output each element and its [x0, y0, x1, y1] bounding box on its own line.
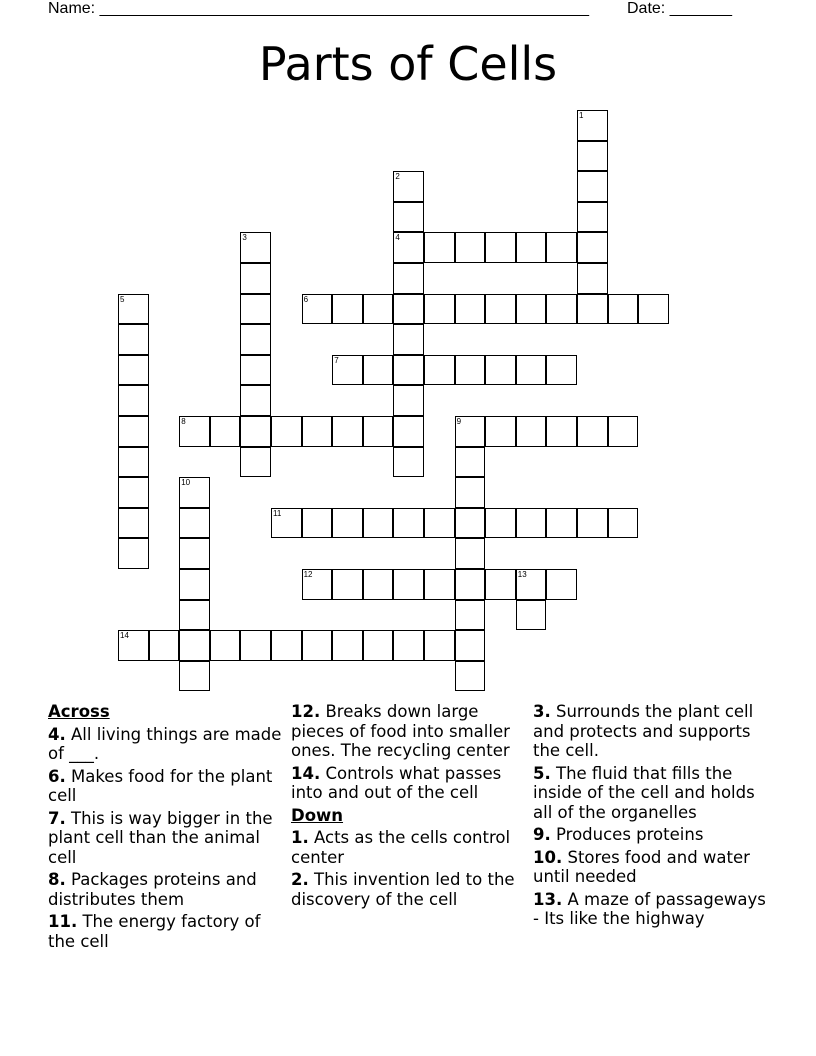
- cell-number: 4: [395, 233, 400, 243]
- grid-cell[interactable]: [302, 508, 333, 539]
- grid-cell[interactable]: [118, 416, 149, 447]
- grid-cell[interactable]: [393, 171, 424, 202]
- grid-cell[interactable]: [393, 202, 424, 233]
- grid-cell[interactable]: [118, 355, 149, 386]
- grid-cell[interactable]: [455, 600, 486, 631]
- grid-cell[interactable]: [393, 355, 424, 386]
- grid-cell[interactable]: [210, 416, 241, 447]
- grid-cell[interactable]: [302, 630, 333, 661]
- grid-cell[interactable]: [240, 355, 271, 386]
- cell-number: 8: [181, 417, 186, 426]
- cell-number: 6: [303, 294, 309, 304]
- down-clue-1: 1. Acts as the cells control center: [291, 828, 511, 867]
- down-clue-10: 10. Stores food and water until needed: [533, 847, 750, 886]
- grid-cell[interactable]: [546, 355, 577, 386]
- grid-cell[interactable]: [118, 538, 149, 569]
- grid-cell[interactable]: [577, 110, 608, 141]
- cell-number: 3: [242, 233, 247, 243]
- grid-cell[interactable]: [608, 294, 639, 325]
- grid-cell[interactable]: [455, 232, 486, 263]
- name-field[interactable]: Name: _______________________________________________________: [48, 0, 589, 17]
- grid-cell[interactable]: [332, 630, 363, 661]
- grid-cell[interactable]: [179, 538, 210, 569]
- cell-number: 11: [273, 508, 282, 518]
- cell-number: 10: [181, 478, 191, 488]
- grid-cell[interactable]: [485, 294, 516, 325]
- grid-cell[interactable]: [455, 294, 486, 325]
- grid-cell[interactable]: [455, 661, 486, 692]
- grid-cell[interactable]: [332, 569, 363, 600]
- grid-cell[interactable]: [608, 508, 639, 539]
- grid-cell[interactable]: [332, 416, 363, 447]
- grid-cell[interactable]: [118, 447, 149, 478]
- grid-cell[interactable]: [516, 508, 547, 539]
- across-clue-14: 14. Controls what passes into and out of the cell: [291, 763, 502, 802]
- cell-number: 2: [395, 172, 400, 182]
- grid-cell[interactable]: [546, 508, 577, 539]
- grid-cell[interactable]: [455, 630, 486, 661]
- across-clue-4: 4. All living things are made of ___.: [48, 724, 282, 763]
- down-clue-5: 5. The fluid that fills the inside of the cell and holds all of the organelles: [533, 763, 755, 822]
- grid-cell[interactable]: [363, 294, 394, 325]
- grid-cell[interactable]: [240, 447, 271, 478]
- grid-cell[interactable]: [485, 232, 516, 263]
- grid-cell[interactable]: [332, 355, 363, 386]
- clues-column-3: [533, 702, 773, 932]
- down-heading: Down: [291, 805, 344, 825]
- grid-cell[interactable]: [638, 294, 669, 325]
- grid-cell[interactable]: [546, 294, 577, 325]
- grid-cell[interactable]: [485, 508, 516, 539]
- grid-cell[interactable]: [332, 508, 363, 539]
- grid-cell[interactable]: [516, 600, 547, 631]
- across-clue-8: 8. Packages proteins and distributes them: [48, 870, 257, 909]
- grid-cell[interactable]: [424, 232, 455, 263]
- grid-cell[interactable]: [240, 416, 271, 447]
- grid-cell[interactable]: [179, 661, 210, 692]
- grid-cell[interactable]: [577, 416, 608, 447]
- cell-number: 13: [517, 570, 527, 579]
- grid-cell[interactable]: [485, 569, 516, 600]
- across-clue-11: 11. The energy factory of the cell: [48, 912, 261, 951]
- grid-cell[interactable]: [393, 569, 424, 600]
- grid-cell[interactable]: [210, 630, 241, 661]
- grid-cell[interactable]: [302, 569, 333, 600]
- cell-number: 12: [303, 570, 313, 579]
- grid-cell[interactable]: [455, 508, 486, 539]
- clues-column-2: [291, 702, 526, 912]
- down-clue-3: 3. Surrounds the plant cell and protects and supports the cell.: [533, 702, 754, 760]
- grid-cell[interactable]: [577, 294, 608, 325]
- grid-cell[interactable]: [455, 355, 486, 386]
- grid-cell[interactable]: [546, 416, 577, 447]
- grid-cell[interactable]: [485, 355, 516, 386]
- grid-cell[interactable]: [149, 630, 180, 661]
- grid-cell[interactable]: [302, 294, 333, 325]
- grid-cell[interactable]: [577, 141, 608, 172]
- grid-cell[interactable]: [363, 355, 394, 386]
- grid-cell[interactable]: [393, 416, 424, 447]
- grid-cell[interactable]: [118, 385, 149, 416]
- grid-cell[interactable]: [546, 569, 577, 600]
- cell-number: 1: [579, 111, 584, 120]
- grid-cell[interactable]: [179, 569, 210, 600]
- grid-cell[interactable]: [118, 324, 149, 355]
- grid-cell[interactable]: [577, 263, 608, 294]
- grid-cell[interactable]: [179, 508, 210, 539]
- grid-cell[interactable]: [485, 416, 516, 447]
- grid-cell[interactable]: [424, 630, 455, 661]
- grid-cell[interactable]: [424, 508, 455, 539]
- grid-cell[interactable]: [516, 232, 547, 263]
- grid-cell[interactable]: [516, 416, 547, 447]
- grid-cell[interactable]: [577, 508, 608, 539]
- cell-number: 5: [120, 294, 125, 304]
- cell-number: 9: [456, 417, 462, 426]
- grid-cell[interactable]: [240, 263, 271, 294]
- cell-number: 14: [120, 631, 129, 641]
- grid-cell[interactable]: [179, 600, 210, 631]
- grid-cell[interactable]: [516, 355, 547, 386]
- across-clue-12: 12. Breaks down large pieces of food into smaller ones. The recycling center: [291, 702, 510, 760]
- grid-cell[interactable]: [516, 294, 547, 325]
- grid-cell[interactable]: [271, 416, 302, 447]
- grid-cell[interactable]: [302, 416, 333, 447]
- grid-cell[interactable]: [516, 569, 547, 600]
- grid-cell[interactable]: [363, 630, 394, 661]
- grid-cell[interactable]: [240, 324, 271, 355]
- grid-cell[interactable]: [363, 508, 394, 539]
- grid-cell[interactable]: [455, 569, 486, 600]
- grid-cell[interactable]: [424, 355, 455, 386]
- grid-cell[interactable]: [240, 385, 271, 416]
- grid-cell[interactable]: [240, 232, 271, 263]
- page-title: Parts of Cells: [258, 37, 558, 91]
- grid-cell[interactable]: [118, 630, 149, 661]
- grid-cell[interactable]: [363, 416, 394, 447]
- cell-number: 7: [334, 355, 339, 365]
- grid-cell[interactable]: [332, 294, 363, 325]
- down-clue-13: 13. A maze of passageways - Its like the highway: [533, 889, 766, 928]
- down-clue-9: 9. Produces proteins: [533, 825, 704, 844]
- grid-cell[interactable]: [393, 385, 424, 416]
- date-field[interactable]: Date: _______: [627, 0, 732, 17]
- grid-cell[interactable]: [393, 294, 424, 325]
- grid-cell[interactable]: [271, 630, 302, 661]
- grid-cell[interactable]: [608, 416, 639, 447]
- across-clue-7: 7. This is way bigger in the plant cell than the animal cell: [48, 808, 273, 867]
- grid-cell[interactable]: [179, 416, 210, 447]
- clues-column-1: [48, 702, 283, 954]
- grid-cell[interactable]: [179, 477, 210, 508]
- grid-cell[interactable]: [393, 508, 424, 539]
- grid-cell[interactable]: [393, 630, 424, 661]
- grid-cell[interactable]: [118, 508, 149, 539]
- grid-cell[interactable]: [240, 630, 271, 661]
- grid-cell[interactable]: [424, 569, 455, 600]
- grid-cell[interactable]: [240, 294, 271, 325]
- grid-cell[interactable]: [393, 447, 424, 478]
- grid-cell[interactable]: [393, 232, 424, 263]
- grid-cell[interactable]: [424, 294, 455, 325]
- grid-cell[interactable]: [179, 630, 210, 661]
- grid-cell[interactable]: [577, 202, 608, 233]
- grid-cell[interactable]: [546, 232, 577, 263]
- grid-cell[interactable]: [118, 477, 149, 508]
- grid-cell[interactable]: [577, 171, 608, 202]
- across-clue-6: 6. Makes food for the plant cell: [48, 766, 273, 805]
- grid-cell[interactable]: [455, 416, 486, 447]
- grid-cell[interactable]: [455, 477, 486, 508]
- grid-cell[interactable]: [577, 232, 608, 263]
- grid-cell[interactable]: [455, 538, 486, 569]
- grid-cell[interactable]: [455, 447, 486, 478]
- grid-cell[interactable]: [118, 294, 149, 325]
- grid-cell[interactable]: [363, 569, 394, 600]
- grid-cell[interactable]: [271, 508, 302, 539]
- down-clue-2: 2. This invention led to the discovery of the cell: [291, 870, 515, 909]
- across-heading: Across: [48, 702, 110, 721]
- grid-cell[interactable]: [393, 263, 424, 294]
- grid-cell[interactable]: [393, 324, 424, 355]
